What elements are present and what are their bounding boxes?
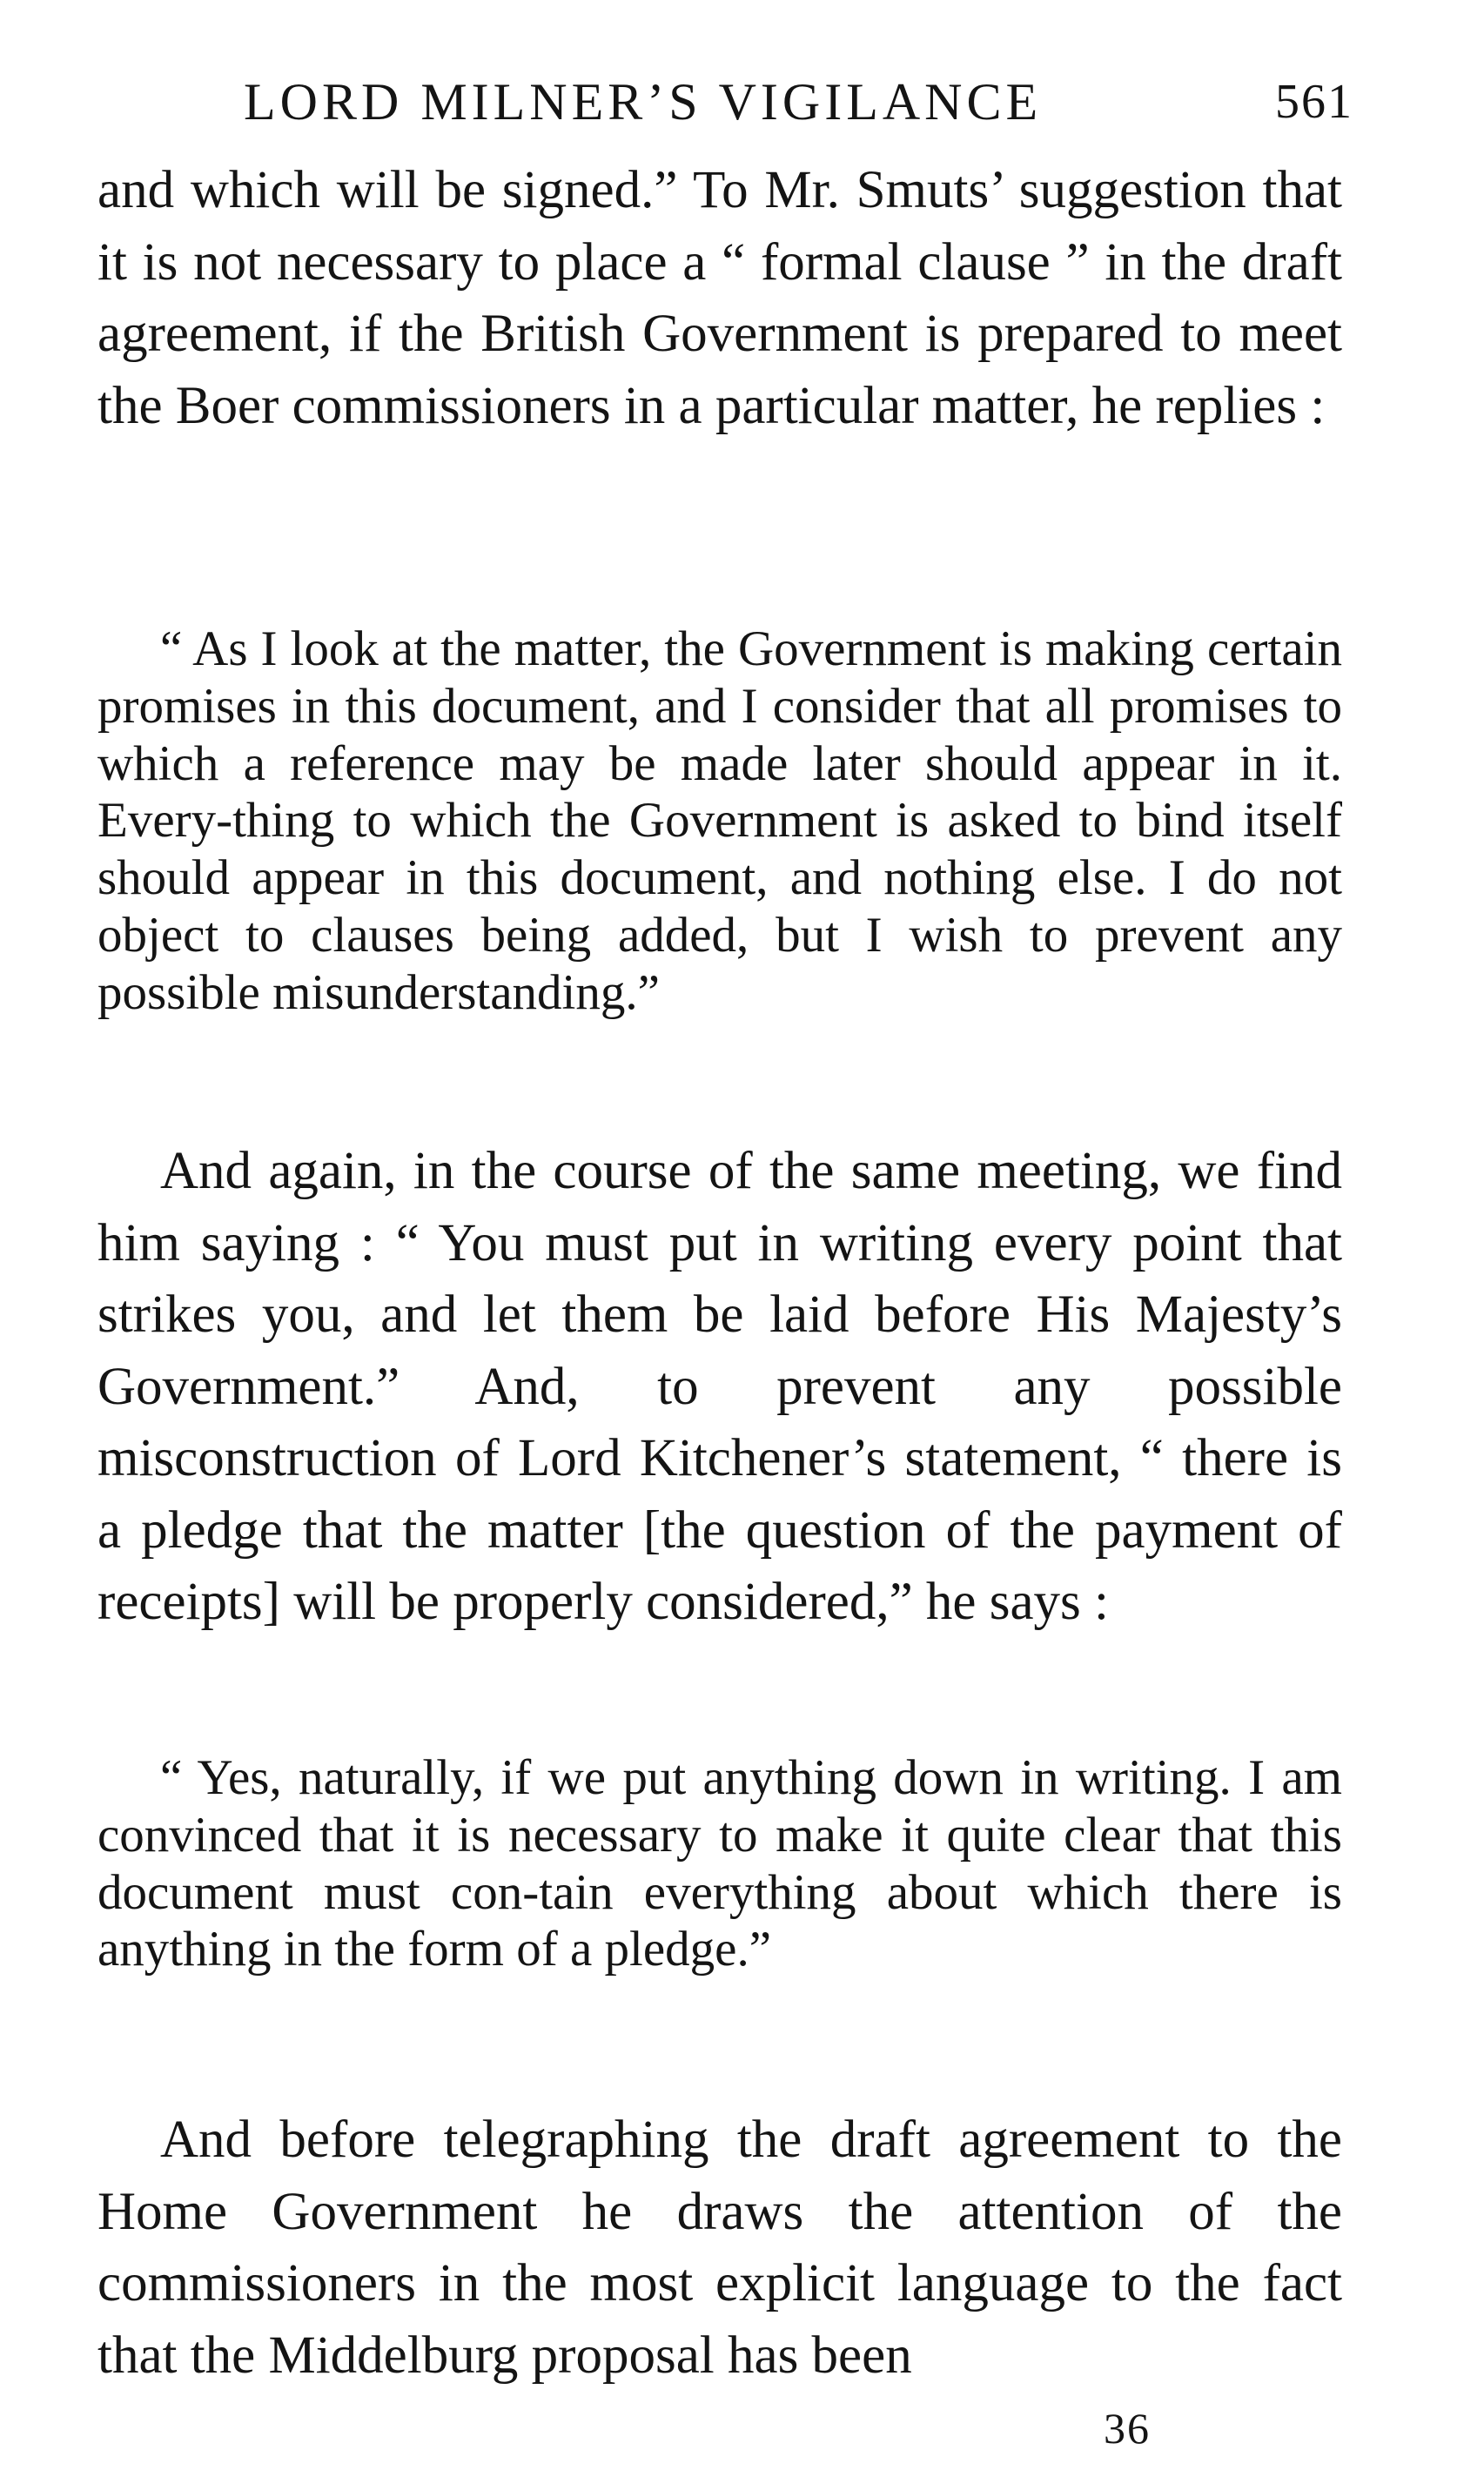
page-number: 561 [1275,75,1353,129]
paragraph-1: and which will be signed.” To Mr. Smuts’ suggestion that it is not necessary to place a “ formal clause ” in the draft agreement, if the British Government is prepared to meet the Boer commissioners in a particular matter, he replies : [97,161,1342,435]
block-quote-2: “ Yes, naturally, if we put anything down in writing. I am convinced that it is necessary to make it quite clear that this document must con-tain everything about which there is anything in the form of a pledge.” [97,1750,1342,1977]
paragraph-2: And again, in the course of the same meeting, we find him saying : “ You must put in writing every point that strikes you, and let them be laid before His Majesty’s Government.” And, to prevent any possible misconstruction of Lord Kitchener’s statement, “ there is a pledge that the matter [the question of the payment of receipts] will be properly considered,” he says : [97,1142,1342,1631]
block-quote-1: “ As I look at the matter, the Government is making certain promises in this document, and I consider that all promises to which a reference may be made later should appear in it. Every-thing to which the Government is asked to bind itself should appear in this document, and nothing else. I do not object to clauses being added, but I wish to prevent any possible misunderstanding.” [97,621,1342,1020]
running-title: LORD MILNER’S VIGILANCE [244,73,1043,131]
signature-mark: 36 [1104,2404,1151,2453]
paragraph-3: And before telegraphing the draft agreement to the Home Government he draws the attention of the commissioners in the most explicit language to the fact that the Middelburg proposal has been [97,2111,1342,2385]
